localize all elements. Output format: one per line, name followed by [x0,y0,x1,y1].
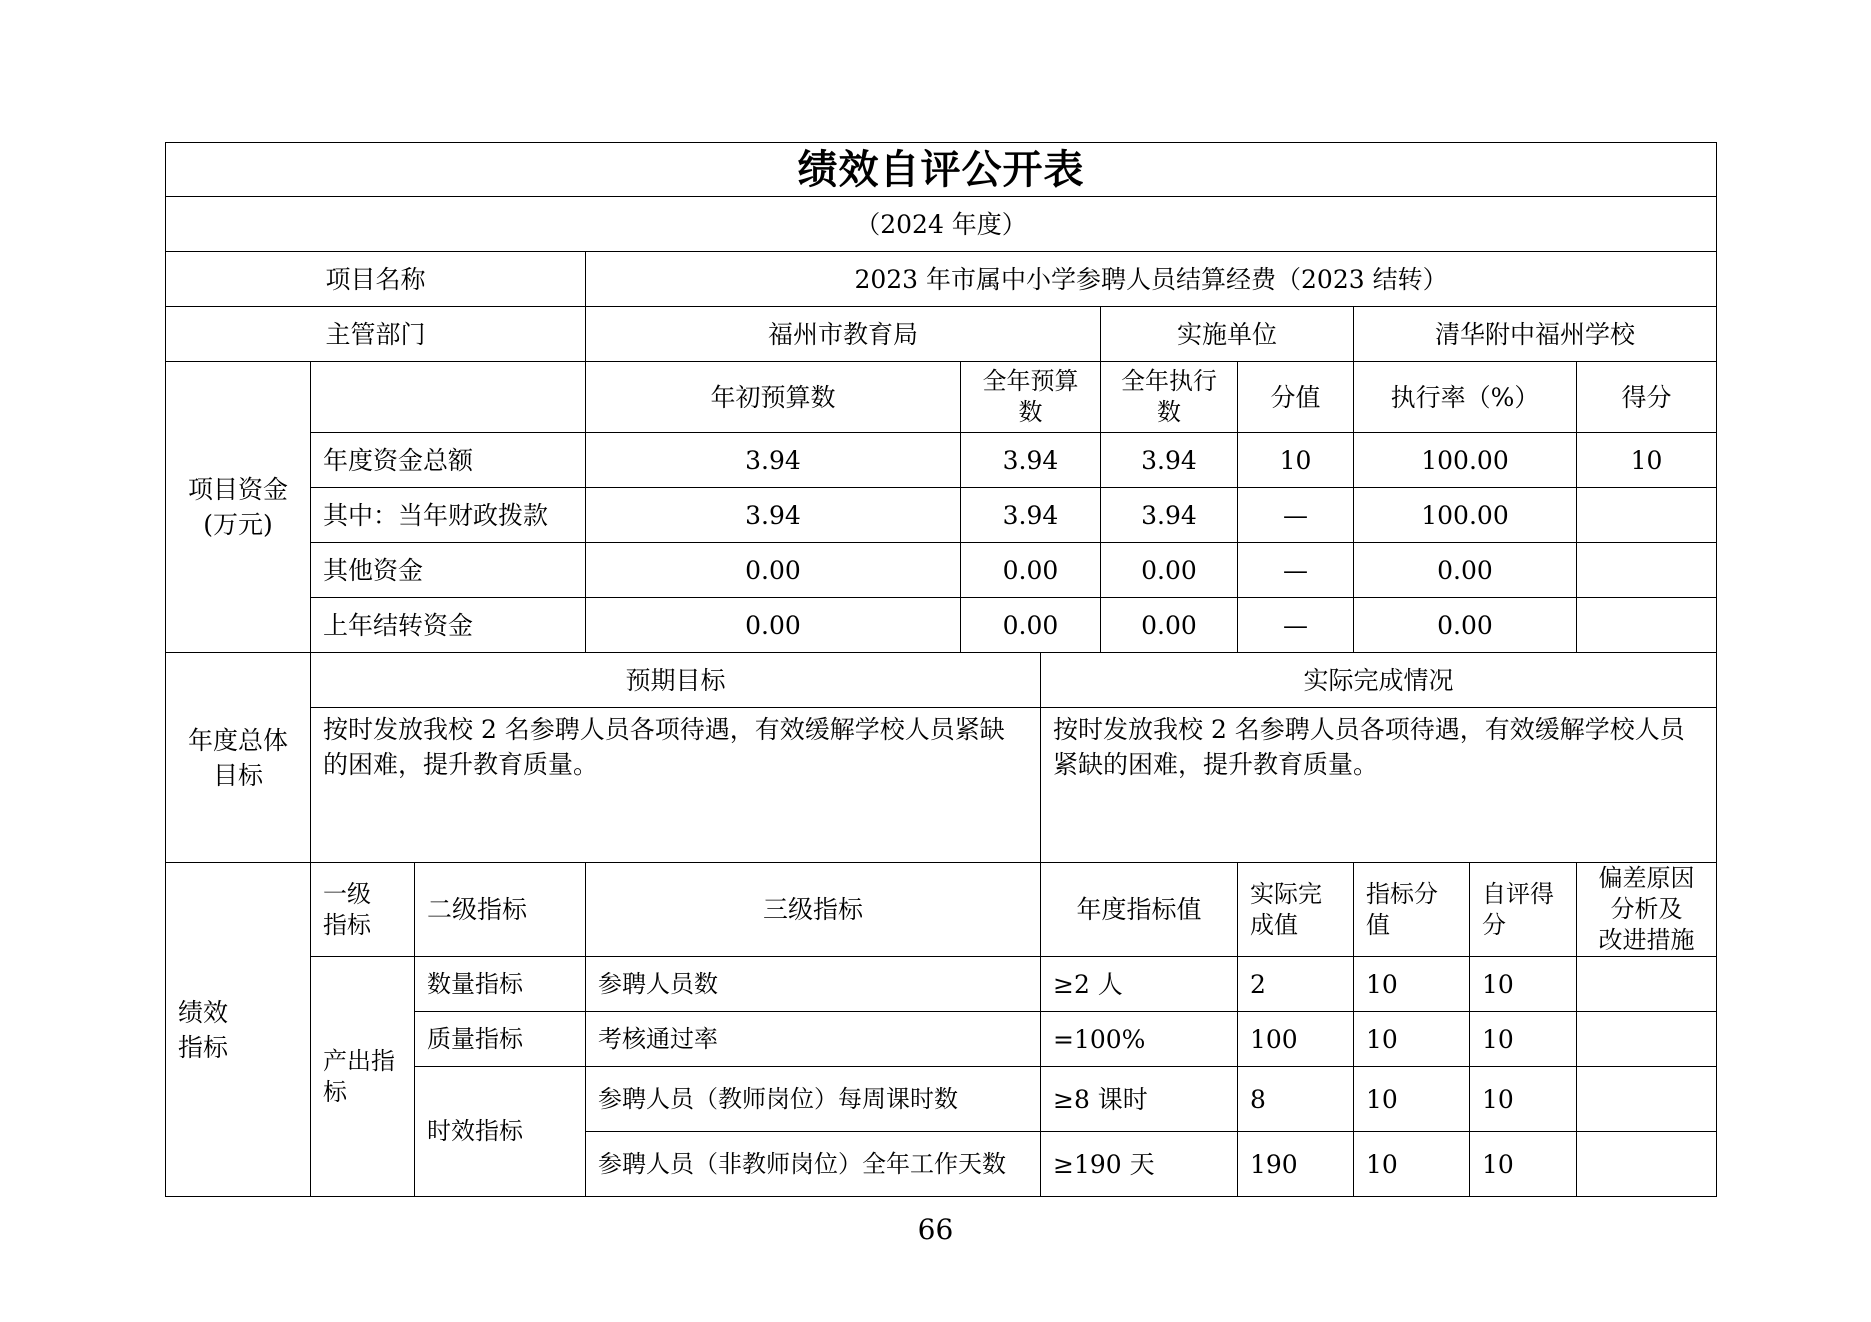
indicator-level2: 质量指标 [415,1012,586,1067]
funds-row [166,433,1717,488]
funds-row-initial: 3.94 [586,488,961,543]
indicator-level3: 参聘人员（教师岗位）每周课时数 [586,1067,1041,1132]
indicator-score: 10 [1470,957,1577,1012]
funds-header-blank [311,362,586,433]
indicator-analysis [1577,957,1717,1012]
indicator-row [166,957,1717,1012]
funds-row [166,543,1717,598]
indicator-score: 10 [1470,1012,1577,1067]
indicator-header-level2: 二级指标 [415,863,586,957]
indicator-actual: 190 [1238,1132,1354,1197]
funds-row-annual: 0.00 [961,598,1101,653]
indicator-analysis [1577,1132,1717,1197]
page-title: 绩效自评公开表 [166,143,1717,197]
funds-row-score-value: — [1238,543,1354,598]
funds-row-executed: 3.94 [1101,433,1238,488]
indicator-analysis [1577,1012,1717,1067]
indicator-level3: 参聘人员数 [586,957,1041,1012]
indicator-header-level1: 一级 指标 [311,863,415,957]
indicator-header-analysis: 偏差原因分析及 改进措施 [1577,863,1717,957]
project-name-value: 2023 年市属中小学参聘人员结算经费（2023 结转） [586,252,1717,307]
dept-label: 主管部门 [166,307,586,362]
indicator-level3: 参聘人员（非教师岗位）全年工作天数 [586,1132,1041,1197]
expected-goal-text: 按时发放我校 2 名参聘人员各项待遇，有效缓解学校人员紧缺的困难，提升教育质量。 [311,708,1041,863]
funds-row-score-value: 10 [1238,433,1354,488]
funds-header-initial: 年初预算数 [586,362,961,433]
funds-row-score: 10 [1577,433,1717,488]
funds-row-rate: 0.00 [1354,598,1577,653]
funds-row-name: 上年结转资金 [311,598,586,653]
funds-row [166,598,1717,653]
indicator-points: 10 [1354,1132,1470,1197]
funds-header-rate: 执行率（%） [1354,362,1577,433]
funds-row-initial: 0.00 [586,598,961,653]
indicator-target: ≥190 天 [1041,1132,1238,1197]
funds-row-rate: 100.00 [1354,488,1577,543]
indicator-analysis [1577,1067,1717,1132]
indicator-score: 10 [1470,1132,1577,1197]
indicator-score: 10 [1470,1067,1577,1132]
funds-row-name: 其他资金 [311,543,586,598]
year-label: （2024 年度） [166,197,1717,252]
unit-value: 清华附中福州学校 [1354,307,1717,362]
funds-row-executed: 0.00 [1101,543,1238,598]
funds-row-executed: 3.94 [1101,488,1238,543]
indicators-label: 绩效 指标 [166,863,311,1197]
indicator-target: =100% [1041,1012,1238,1067]
funds-row-score [1577,598,1717,653]
indicator-points: 10 [1354,1012,1470,1067]
actual-completion-text: 按时发放我校 2 名参聘人员各项待遇，有效缓解学校人员紧缺的困难，提升教育质量。 [1041,708,1717,863]
indicator-header-level3: 三级指标 [586,863,1041,957]
funds-row-executed: 0.00 [1101,598,1238,653]
dept-value: 福州市教育局 [586,307,1101,362]
goals-label: 年度总体 目标 [166,653,311,863]
indicator-header-points: 指标分 值 [1354,863,1470,957]
funds-row-rate: 0.00 [1354,543,1577,598]
funds-row-score-value: — [1238,598,1354,653]
indicator-header-actual: 实际完 成值 [1238,863,1354,957]
page-number: 66 [917,1213,954,1246]
funds-row-rate: 100.00 [1354,433,1577,488]
indicator-points: 10 [1354,957,1470,1012]
funds-row-score [1577,488,1717,543]
unit-label: 实施单位 [1101,307,1354,362]
funds-row-initial: 3.94 [586,433,961,488]
funds-row-score-value: — [1238,488,1354,543]
indicator-level2: 数量指标 [415,957,586,1012]
indicator-target: ≥2 人 [1041,957,1238,1012]
indicator-target: ≥8 课时 [1041,1067,1238,1132]
funds-row-initial: 0.00 [586,543,961,598]
funds-row [166,488,1717,543]
indicator-points: 10 [1354,1067,1470,1132]
indicator-level3: 考核通过率 [586,1012,1041,1067]
funds-row-annual: 3.94 [961,433,1101,488]
project-name-label: 项目名称 [166,252,586,307]
indicator-actual: 2 [1238,957,1354,1012]
funds-header-annual: 全年预算 数 [961,362,1101,433]
funds-row-score [1577,543,1717,598]
indicator-actual: 8 [1238,1067,1354,1132]
funds-header-score: 得分 [1577,362,1717,433]
indicator-level1-output: 产出指 标 [311,957,415,1197]
actual-completion-header: 实际完成情况 [1041,653,1717,708]
performance-self-evaluation-table [165,142,1717,1197]
funds-label: 项目资金 (万元) [166,362,311,653]
indicator-actual: 100 [1238,1012,1354,1067]
funds-row-annual: 3.94 [961,488,1101,543]
indicator-header-score: 自评得 分 [1470,863,1577,957]
funds-header-executed: 全年执行 数 [1101,362,1238,433]
funds-header-score-value: 分值 [1238,362,1354,433]
expected-goal-header: 预期目标 [311,653,1041,708]
funds-row-annual: 0.00 [961,543,1101,598]
indicator-level2: 时效指标 [415,1067,586,1197]
indicator-header-target: 年度指标值 [1041,863,1238,957]
funds-row-name: 年度资金总额 [311,433,586,488]
funds-row-name: 其中：当年财政拨款 [311,488,586,543]
